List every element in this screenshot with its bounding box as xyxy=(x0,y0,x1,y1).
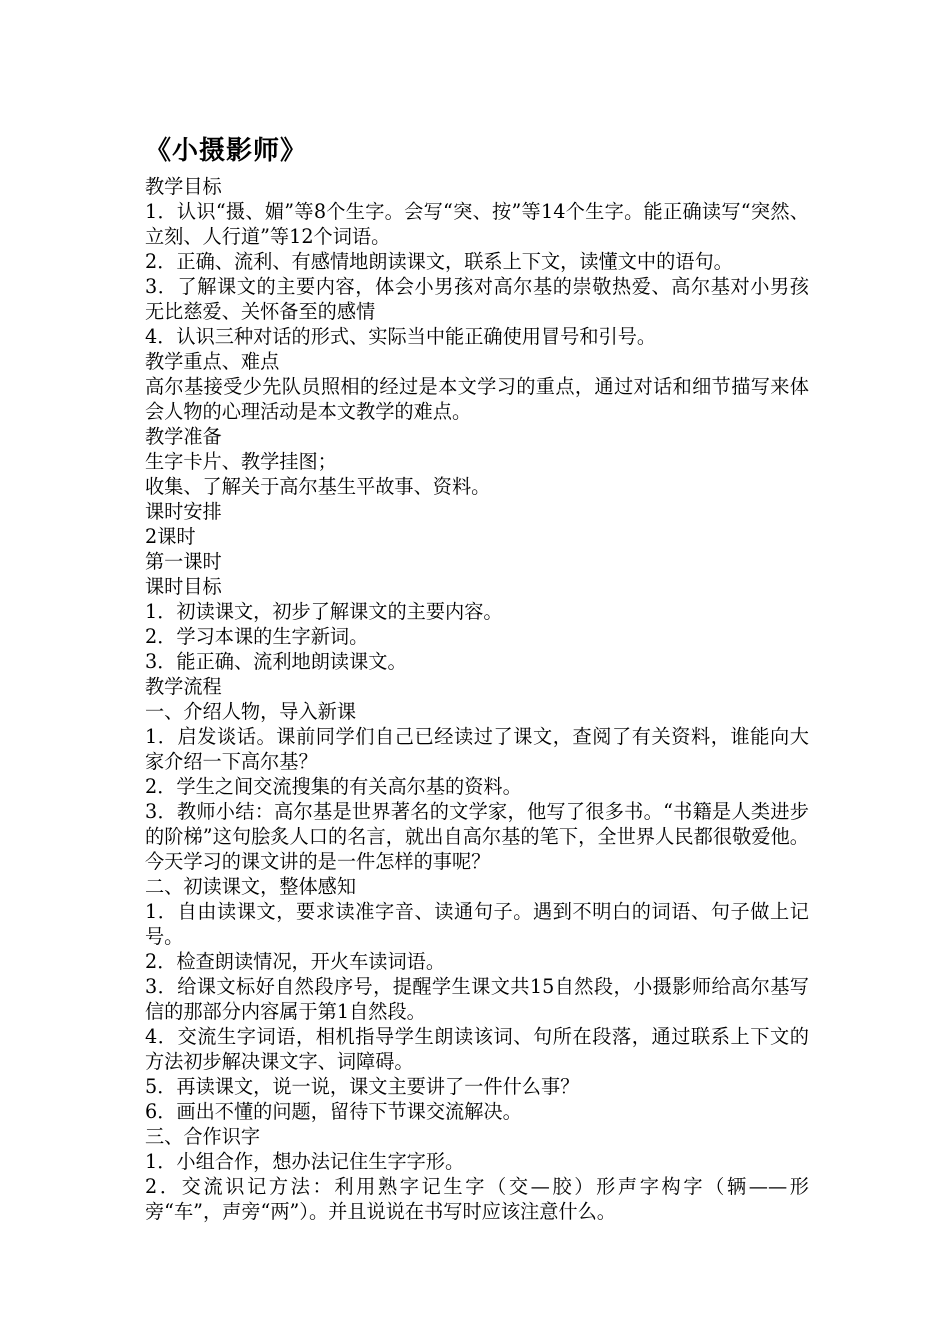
goal-item: 3．了解课文的主要内容，体会小男孩对高尔基的崇敬热爱、高尔基对小男孩无比慈爱、关怀备至的感情 xyxy=(145,275,809,323)
process-step-heading: 三、合作识字 xyxy=(145,1125,261,1148)
section-heading-schedule: 课时安排 xyxy=(145,500,222,523)
preparation-item: 生字卡片、教学挂图； xyxy=(145,450,337,473)
document-title: 《小摄影师》 xyxy=(145,136,308,166)
preparation-item: 收集、了解关于高尔基生平故事、资料。 xyxy=(145,475,491,498)
process-item: 1．启发谈话。课前同学们自己已经读过了课文，查阅了有关资料，谁能向大家介绍一下高尔基？ xyxy=(145,725,809,773)
process-step-heading: 一、介绍人物，导入新课 xyxy=(145,700,357,723)
section-heading-lesson-goals: 课时目标 xyxy=(145,575,222,598)
process-item: 2．检查朗读情况，开火车读词语。 xyxy=(145,950,446,973)
section-heading-key-points: 教学重点、难点 xyxy=(145,350,280,373)
process-item: 2．学生之间交流搜集的有关高尔基的资料。 xyxy=(145,775,522,798)
goal-item: 4．认识三种对话的形式、实际当中能正确使用冒号和引号。 xyxy=(145,325,657,348)
process-item: 1．自由读课文，要求读准字音、读通句子。遇到不明白的词语、句子做上记号。 xyxy=(145,900,809,948)
section-heading-process: 教学流程 xyxy=(145,675,222,698)
process-step-heading: 二、初读课文，整体感知 xyxy=(145,875,357,898)
goal-item: 1．认识“摄、媚”等8个生字。会写“突、按”等14个生字。能正确读写“突然、立刻、人行道”等12个词语。 xyxy=(145,200,809,248)
section-heading-preparation: 教学准备 xyxy=(145,425,222,448)
lesson-goal-item: 2．学习本课的生字新词。 xyxy=(145,625,369,648)
lesson-goal-item: 3．能正确、流利地朗读课文。 xyxy=(145,650,407,673)
process-item: 5．再读课文，说一说，课文主要讲了一件什么事？ xyxy=(145,1075,580,1098)
lesson-goal-item: 1．初读课文，初步了解课文的主要内容。 xyxy=(145,600,503,623)
key-points-text: 高尔基接受少先队员照相的经过是本文学习的重点，通过对话和细节描写来体会人物的心理活动是本文教学的难点。 xyxy=(145,375,809,423)
goal-item: 2．正确、流利、有感情地朗读课文，联系上下文，读懂文中的语句。 xyxy=(145,250,733,273)
lesson-heading: 第一课时 xyxy=(145,550,222,573)
process-item: 2．交流识记方法：利用熟字记生字（交—胶）形声字构字（辆——形旁“车”，声旁“两”）。并且说说在书写时应该注意什么。 xyxy=(145,1175,809,1223)
process-item: 1．小组合作，想办法记住生字字形。 xyxy=(145,1150,465,1173)
document-page xyxy=(145,134,809,1224)
process-item: 4．交流生字词语，相机指导学生朗读该词、句所在段落，通过联系上下文的方法初步解决课文字、词障碍。 xyxy=(145,1025,809,1073)
document-body xyxy=(145,174,809,1224)
schedule-text: 2课时 xyxy=(145,525,196,548)
process-item: 3．给课文标好自然段序号，提醒学生课文共15自然段，小摄影师给高尔基写信的那部分内容属于第1自然段。 xyxy=(145,975,809,1023)
process-item: 3．教师小结：高尔基是世界著名的文学家，他写了很多书。“书籍是人类进步的阶梯”这句脍炙人口的名言，就出自高尔基的笔下，全世界人民都很敬爱他。今天学习的课文讲的是一件怎样的事呢？ xyxy=(145,800,809,873)
section-heading-goals: 教学目标 xyxy=(145,175,222,198)
process-item: 6．画出不懂的问题，留待下节课交流解决。 xyxy=(145,1100,522,1123)
